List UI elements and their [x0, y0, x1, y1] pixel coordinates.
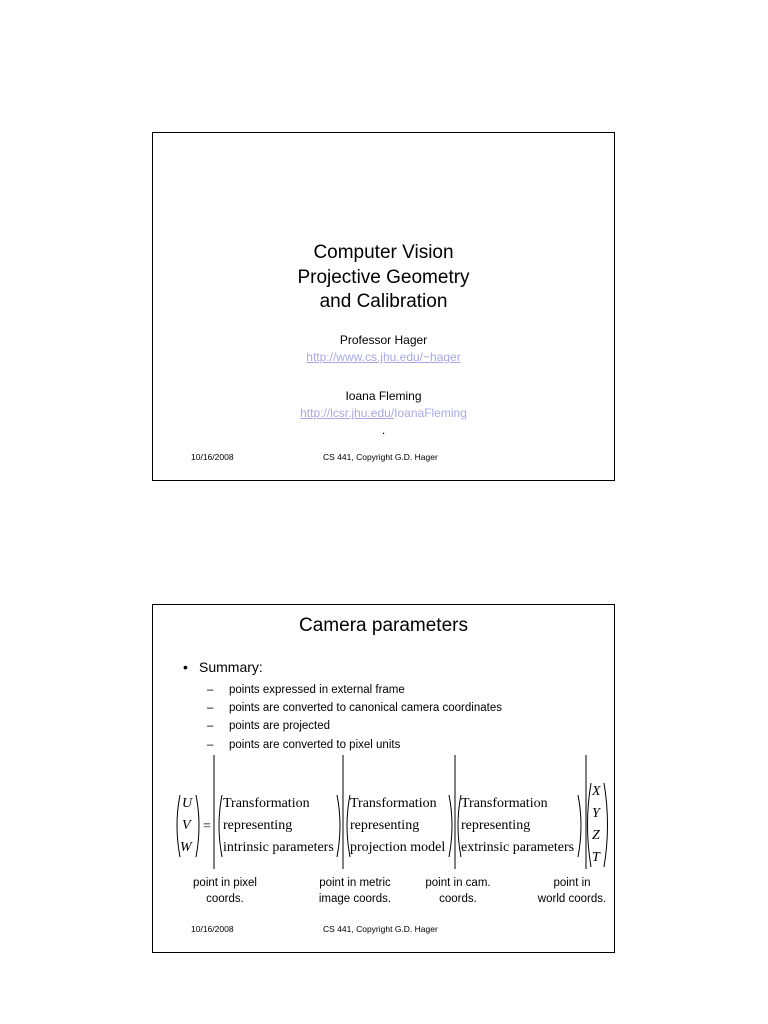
caption-pixel-coords — [177, 876, 273, 907]
sub-bullet-text: points are converted to canonical camera coordinates — [229, 702, 502, 715]
projection-equation — [153, 755, 616, 875]
ta-link-suffix[interactable]: IoanaFleming — [394, 406, 467, 420]
caption-metric-coords — [305, 876, 405, 907]
footer-copyright: CS 441, Copyright G.D. Hager — [323, 924, 438, 934]
caption-line: point in metric — [319, 877, 391, 889]
sub-bullet-item — [207, 736, 502, 754]
caption-line: coords. — [206, 892, 244, 905]
sub-bullet-text: points expressed in external frame — [229, 684, 405, 696]
right-paren — [337, 795, 340, 857]
right-paren — [449, 795, 452, 857]
bullet-summary — [183, 659, 263, 675]
left-paren — [588, 783, 592, 867]
trailing-dot: . — [381, 423, 386, 437]
matrix3-line2: representing — [461, 818, 531, 833]
ta-name: Ioana Fleming — [345, 389, 422, 403]
matrix2-line3: projection model — [350, 840, 446, 855]
sub-bullet-text: points are projected — [229, 720, 331, 733]
slide-title-heading — [153, 241, 614, 315]
matrix1-line2: representing — [223, 818, 293, 833]
rhs-z: Z — [592, 828, 600, 843]
rhs-t: T — [592, 850, 600, 865]
sub-bullet-dash: – — [207, 702, 214, 715]
title-line-3: and Calibration — [319, 291, 448, 312]
rhs-x: X — [592, 784, 601, 799]
sub-bullet-text: points are converted to pixel units — [229, 738, 401, 751]
footer-date: 10/16/2008 — [191, 452, 234, 462]
professor-link[interactable]: http://www.cs.jhu.edu/~hager — [306, 350, 461, 364]
bullet-summary-text: Summary: — [199, 659, 263, 675]
caption-cam-coords — [413, 876, 503, 907]
sub-bullet-dash: – — [207, 720, 214, 733]
caption-line: point in cam. — [425, 877, 491, 889]
sub-bullet-item — [207, 681, 502, 699]
slide-title — [152, 132, 615, 481]
right-paren — [196, 795, 199, 857]
footer-copyright: CS 441, Copyright G.D. Hager — [323, 452, 438, 462]
matrix1-line1: Transformation — [223, 796, 310, 811]
ta-link[interactable] — [153, 405, 614, 422]
sub-bullet-dash: – — [207, 738, 214, 751]
left-paren — [219, 795, 222, 857]
right-paren — [578, 795, 581, 857]
lhs-v: V — [182, 818, 191, 833]
slide-heading: Camera parameters — [299, 615, 468, 636]
matrix2-line2: representing — [350, 818, 420, 833]
title-line-2: Projective Geometry — [297, 266, 470, 288]
matrix2-line1: Transformation — [350, 796, 437, 811]
equation-drawing — [153, 755, 616, 875]
slide-camera-parameters — [152, 604, 615, 953]
caption-world-coords — [529, 876, 615, 907]
matrix1-line3: intrinsic parameters — [223, 840, 334, 855]
title-line-1: Computer Vision — [313, 242, 454, 263]
sub-bullet-dash: – — [207, 684, 214, 696]
footer-date: 10/16/2008 — [191, 924, 234, 934]
matrix3-line3: extrinsic parameters — [461, 840, 575, 855]
sub-bullet-list — [207, 681, 502, 754]
bullet-dot: • — [183, 659, 188, 675]
equals-sign: = — [203, 819, 211, 834]
caption-line: world coords. — [537, 892, 607, 905]
lhs-u: U — [182, 796, 193, 811]
ta-link-prefix[interactable]: http://lcsr.jhu.edu/ — [300, 406, 395, 420]
matrix3-line1: Transformation — [461, 796, 548, 811]
right-paren — [604, 783, 608, 867]
sub-bullet-item — [207, 699, 502, 717]
caption-line: image coords. — [318, 892, 392, 905]
professor-name: Professor Hager — [339, 333, 428, 347]
caption-line: coords. — [439, 892, 477, 905]
caption-line: point in pixel — [193, 877, 257, 889]
rhs-y: Y — [592, 806, 600, 821]
lhs-w: W — [180, 840, 192, 855]
sub-bullet-item — [207, 717, 502, 735]
caption-line: point in — [553, 877, 591, 889]
